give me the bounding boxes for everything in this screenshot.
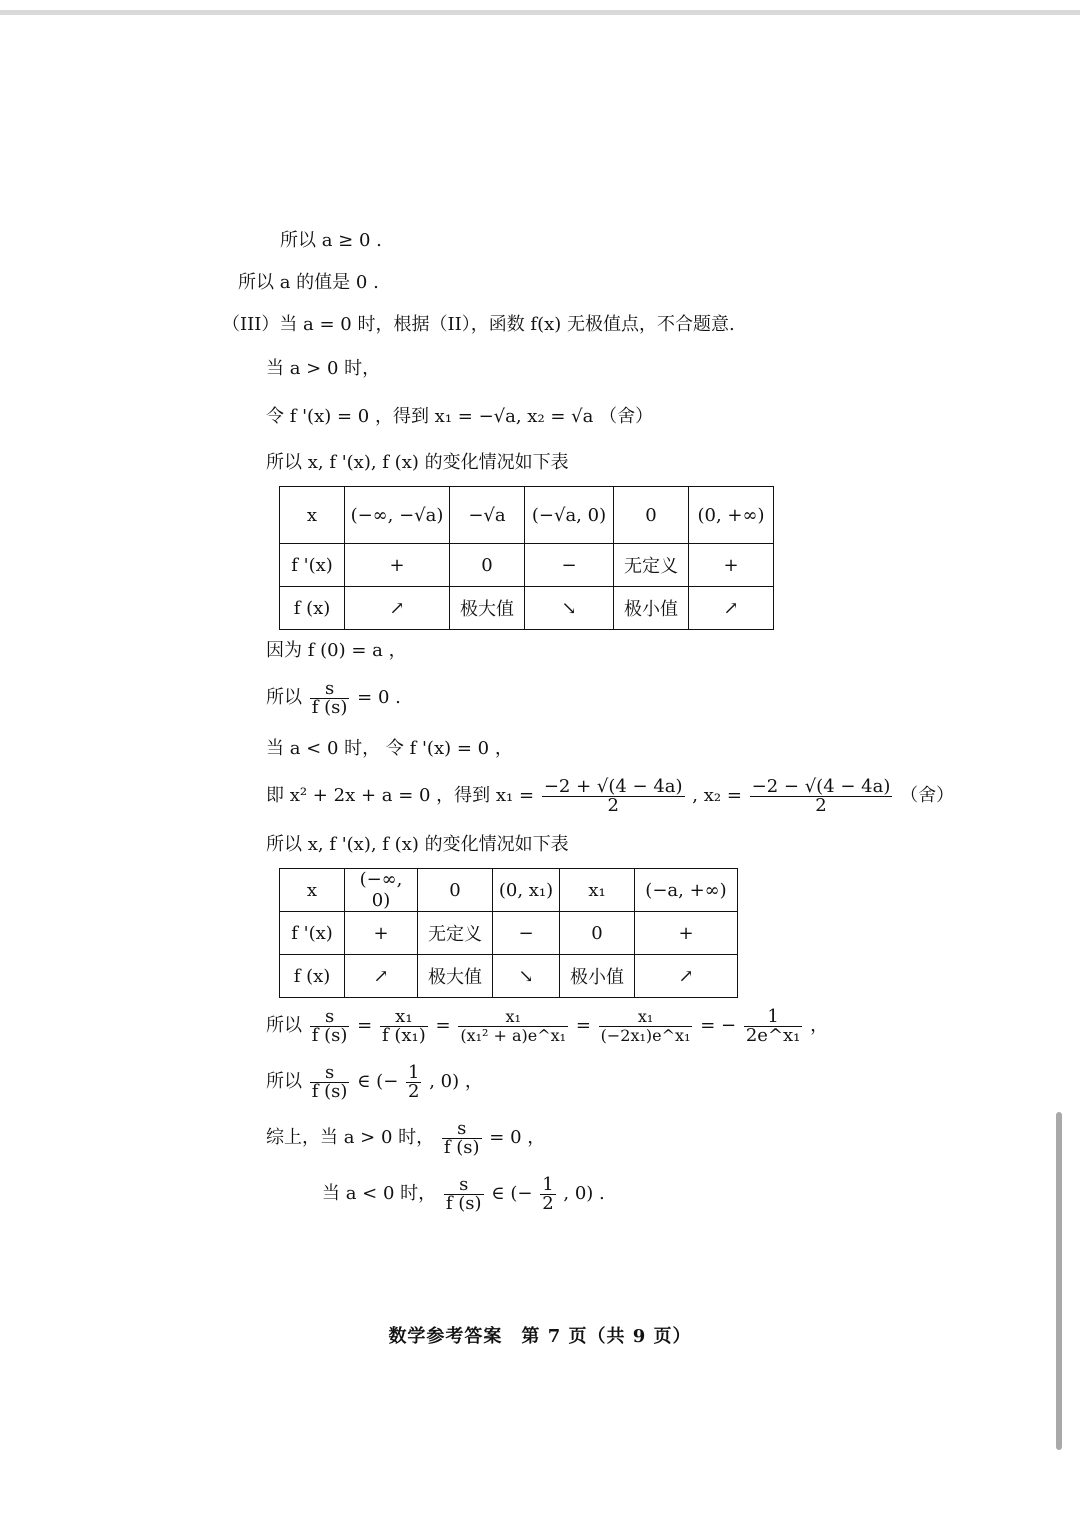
table-cell: ↗ xyxy=(635,955,738,998)
formula-text: = − xyxy=(700,1015,737,1036)
fraction-x1-over-minus2x1 xyxy=(599,1008,693,1045)
fraction-denominator: f (s) xyxy=(311,696,348,718)
table-cell: + xyxy=(689,544,774,587)
table-row xyxy=(280,912,738,955)
fraction-one-half xyxy=(540,1173,555,1214)
table-cell: − xyxy=(525,544,614,587)
formula-line-10 xyxy=(266,776,954,816)
text-line-6: 所以 x, f '(x), f (x) 的变化情况如下表 xyxy=(266,452,569,473)
fraction-denominator: 2 xyxy=(607,794,619,816)
fraction-s-over-fs xyxy=(444,1173,484,1214)
table-cell: − xyxy=(493,912,560,955)
fraction-one-over-2e xyxy=(744,1005,803,1046)
text-line-3-section-iii: （III）当 a = 0 时，根据（II），函数 f(x) 无极值点，不合题意. xyxy=(222,314,735,335)
fraction-s-over-fs xyxy=(442,1117,482,1158)
text-line-1: 所以 a ≥ 0 . xyxy=(280,230,382,251)
formula-text: 当 a < 0 时， xyxy=(322,1183,437,1204)
fraction-numerator: x₁ xyxy=(458,1008,568,1027)
fraction-x1-over-fx1 xyxy=(380,1005,428,1046)
table-case-a-positive xyxy=(279,486,774,630)
formula-text: = xyxy=(357,1015,373,1036)
formula-text: 所以 xyxy=(266,1071,302,1092)
formula-text: 即 x² + 2x + a = 0 ，得到 x₁ = xyxy=(266,785,535,806)
formula-text: ∈ (− xyxy=(491,1183,533,1204)
table-cell: −√a xyxy=(450,487,525,544)
table-row xyxy=(280,544,774,587)
formula-text: , 0) . xyxy=(563,1183,605,1204)
table-cell: 0 xyxy=(418,869,493,912)
fraction-s-over-fs xyxy=(310,677,350,718)
table-cell: 极大值 xyxy=(450,587,525,630)
table-row xyxy=(280,955,738,998)
table-row xyxy=(280,587,774,630)
fraction-denominator: (−2x₁)e^x₁ xyxy=(600,1025,691,1045)
table-cell: x xyxy=(280,487,345,544)
formula-line-14-summary xyxy=(266,1118,545,1158)
table-cell: (−∞, −√a) xyxy=(345,487,450,544)
formula-line-13 xyxy=(266,1062,483,1102)
table-cell: + xyxy=(345,912,418,955)
formula-text: , 0) ， xyxy=(429,1071,483,1092)
text-line-7: 因为 f (0) = a ， xyxy=(266,640,407,661)
fraction-x1-over-expression xyxy=(458,1008,568,1045)
formula-text: ∈ (− xyxy=(357,1071,399,1092)
table-cell: (0, +∞) xyxy=(689,487,774,544)
table-cell: ↗ xyxy=(345,587,450,630)
fraction-numerator: s xyxy=(310,1008,350,1027)
formula-text: = 0 . xyxy=(357,687,401,708)
formula-text: 综上，当 a > 0 时， xyxy=(266,1127,435,1148)
table-row xyxy=(280,487,774,544)
table-cell: f '(x) xyxy=(280,544,345,587)
table-cell: 0 xyxy=(450,544,525,587)
text-line-9: 当 a < 0 时， 令 f '(x) = 0 ， xyxy=(266,738,513,759)
table-cell: + xyxy=(345,544,450,587)
table-cell: 极大值 xyxy=(418,955,493,998)
fraction-numerator: 1 xyxy=(744,1008,803,1027)
table-cell: 0 xyxy=(614,487,689,544)
table-cell: + xyxy=(635,912,738,955)
formula-line-8 xyxy=(266,678,401,718)
fraction-numerator: −2 − √(4 − 4a) xyxy=(751,775,891,797)
fraction-denominator: 2 xyxy=(542,1192,554,1214)
fraction-root-plus xyxy=(542,775,685,816)
table-cell: f (x) xyxy=(280,587,345,630)
table-cell: ↘ xyxy=(525,587,614,630)
formula-text: , x₂ = xyxy=(692,785,742,806)
table-case-a-negative xyxy=(279,868,738,998)
fraction-denominator: f (s) xyxy=(311,1080,348,1102)
fraction-denominator: (x₁² + a)e^x₁ xyxy=(460,1025,567,1045)
formula-text: = xyxy=(575,1015,591,1036)
table-cell: 0 xyxy=(560,912,635,955)
table-row xyxy=(280,869,738,912)
text-line-4: 当 a > 0 时， xyxy=(266,358,381,379)
fraction-numerator: s xyxy=(310,1064,350,1083)
fraction-denominator: f (x₁) xyxy=(381,1024,426,1046)
fraction-one-half xyxy=(406,1061,421,1102)
fraction-denominator: 2 xyxy=(408,1080,420,1102)
fraction-numerator: −2 + √(4 − 4a) xyxy=(543,775,683,797)
table-cell: (−∞, 0) xyxy=(345,869,418,912)
table-cell: f (x) xyxy=(280,955,345,998)
formula-text: = xyxy=(435,1015,451,1036)
table-cell: x xyxy=(280,869,345,912)
fraction-denominator: 2e^x₁ xyxy=(745,1024,801,1046)
table-cell: 无定义 xyxy=(614,544,689,587)
fraction-s-over-fs xyxy=(310,1061,350,1102)
fraction-denominator: f (s) xyxy=(311,1024,348,1046)
table-cell: x₁ xyxy=(560,869,635,912)
formula-text: ， xyxy=(810,1015,829,1036)
table-cell: ↗ xyxy=(345,955,418,998)
formula-text: （舍） xyxy=(900,785,955,806)
formula-text: = 0 ， xyxy=(489,1127,546,1148)
formula-text: 所以 xyxy=(266,687,302,708)
fraction-numerator: x₁ xyxy=(380,1008,428,1027)
fraction-denominator: 2 xyxy=(815,794,827,816)
scrollbar-thumb[interactable] xyxy=(1056,1112,1062,1450)
text-line-5: 令 f '(x) = 0 ，得到 x₁ = −√a, x₂ = √a （舍） xyxy=(266,406,654,427)
table-cell: ↘ xyxy=(493,955,560,998)
page-footer: 数学参考答案 第 7 页（共 9 页） xyxy=(388,1326,692,1347)
table-cell: 极小值 xyxy=(614,587,689,630)
table-cell: (−√a, 0) xyxy=(525,487,614,544)
fraction-denominator: f (s) xyxy=(443,1136,480,1158)
table-cell: (−a, +∞) xyxy=(635,869,738,912)
fraction-denominator: f (s) xyxy=(445,1192,482,1214)
fraction-numerator: s xyxy=(444,1176,484,1195)
formula-text: 所以 xyxy=(266,1015,302,1036)
fraction-numerator: s xyxy=(310,680,350,699)
formula-line-12 xyxy=(266,1006,828,1046)
table-cell: (0, x₁) xyxy=(493,869,560,912)
fraction-numerator: 1 xyxy=(542,1173,554,1195)
fraction-numerator: 1 xyxy=(408,1061,420,1083)
fraction-s-over-fs xyxy=(310,1005,350,1046)
fraction-root-minus xyxy=(750,775,893,816)
formula-line-15 xyxy=(322,1174,605,1214)
table-cell: 极小值 xyxy=(560,955,635,998)
text-line-2: 所以 a 的值是 0 . xyxy=(238,272,379,293)
fraction-numerator: s xyxy=(442,1120,482,1139)
table-cell: ↗ xyxy=(689,587,774,630)
table-cell: f '(x) xyxy=(280,912,345,955)
text-line-11: 所以 x, f '(x), f (x) 的变化情况如下表 xyxy=(266,834,569,855)
table-cell: 无定义 xyxy=(418,912,493,955)
viewer-top-bar xyxy=(0,10,1080,15)
fraction-numerator: x₁ xyxy=(599,1008,693,1027)
